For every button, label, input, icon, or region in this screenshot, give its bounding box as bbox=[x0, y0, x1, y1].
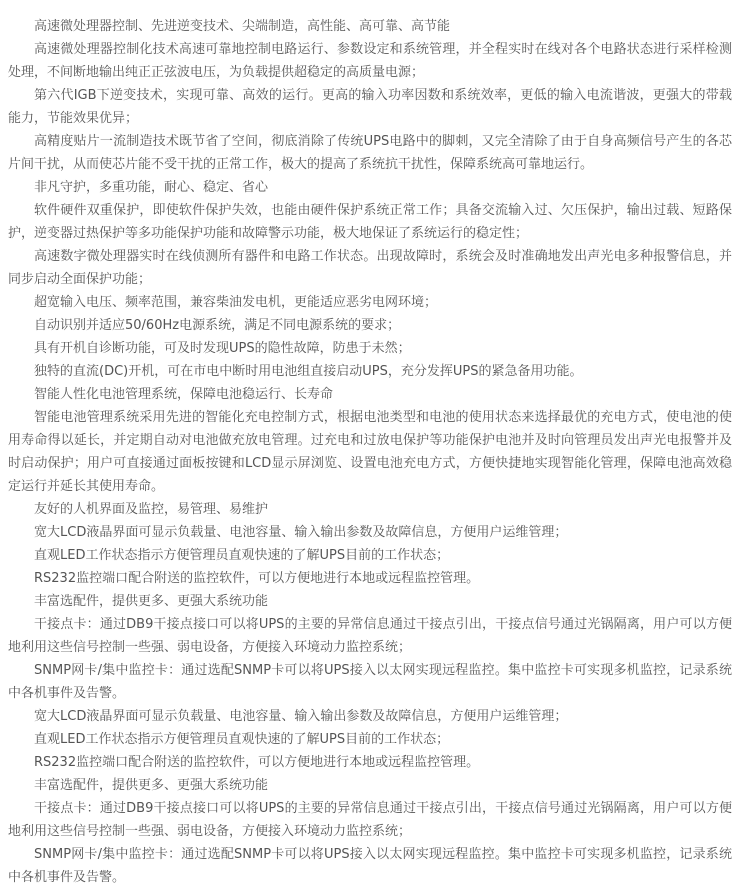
paragraph-led-indicator: 直观LED工作状态指示方便管理员直观快速的了解UPS目前的工作状态； bbox=[34, 548, 450, 563]
paragraph-dc-start: 独特的直流(DC)开机，可在市电中断时用电池组直接启动UPS，充分发挥UPS的紧急备用功能。 bbox=[34, 364, 583, 379]
paragraph-rs232-port-repeat: RS232监控端口配合附送的监控软件，可以方便地进行本地或远程监控管理。 bbox=[34, 755, 480, 770]
paragraph-wide-input: 超宽输入电压、频率范围，兼容柴油发电机，更能适应恶劣电网环境； bbox=[34, 295, 438, 310]
paragraph-frequency-detect: 自动识别并适应50/60Hz电源系统，满足不同电源系统的要求； bbox=[34, 318, 401, 333]
section-heading-protection: 非凡守护，多重功能，耐心、稳定、省心 bbox=[34, 180, 269, 195]
paragraph-dry-contact-card-repeat: 干接点卡：通过DB9干接点接口可以将UPS的主要的异常信息通过干接点引出，干接点信号通过光锅隔离，用户可以方便地利用这些信号控制一些强、弱电设备，方便接入环境动力监控系统； bbox=[8, 801, 732, 839]
section-heading-accessories-repeat: 丰富选配件，提供更多、更强大系统功能 bbox=[34, 778, 269, 793]
paragraph-battery-management: 智能电池管理系统采用先进的智能化充电控制方式，根据电池类型和电池的使用状态来选择最优的充电方式，使电池的使用寿命得以延长，并定期自动对电池做充放电管理。过充电和过放电保护等功能保护电池并及时向管理员发出声光电报警并及时启动保护；用户可直接通过面板按键和LCD显示屏浏览、设置电池充电方式，方便快捷地实现智能化管理，保障电池高效稳定运行并延长其使用寿命。 bbox=[8, 410, 732, 494]
paragraph-rs232-port: RS232监控端口配合附送的监控软件，可以方便地进行本地或远程监控管理。 bbox=[34, 571, 480, 586]
paragraph-led-indicator-repeat: 直观LED工作状态指示方便管理员直观快速的了解UPS目前的工作状态； bbox=[34, 732, 450, 747]
paragraph-self-diagnosis: 具有开机自诊断功能，可及时发现UPS的隐性故障，防患于未然； bbox=[34, 341, 411, 356]
section-heading-performance: 高速微处理器控制、先进逆变技术、尖端制造，高性能、高可靠、高节能 bbox=[34, 19, 451, 34]
paragraph-microprocessor-control: 高速微处理器控制化技术高速可靠地控制电路运行、参数设定和系统管理，并全程实时在线对各个电路状态进行采样检测处理，不间断地输出纯正正弦波电压，为负载提供超稳定的高质量电源； bbox=[8, 42, 732, 80]
paragraph-smt-manufacturing: 高精度贴片一流制造技术既节省了空间，彻底消除了传统UPS电路中的脚刺，又完全清除了由于自身高频信号产生的各芯片间干扰，从而使芯片能不受干扰的正常工作，极大的提高了系统抗干扰性，保障系统高可靠地运行。 bbox=[8, 134, 732, 172]
paragraph-fault-detection: 高速数字微处理器实时在线侦测所有器件和电路工作状态。出现故障时，系统会及时准确地发出声光电多种报警信息，并同步启动全面保护功能； bbox=[8, 249, 732, 287]
paragraph-snmp-card: SNMP网卡/集中监控卡：通过选配SNMP卡可以将UPS接入以太网实现远程监控。集中监控卡可实现多机监控，记录系统中各机事件及告警。 bbox=[8, 663, 732, 701]
paragraph-inverter-technology: 第六代IGB下逆变技术，实现可靠、高效的运行。更高的输入功率因数和系统效率，更低的输入电流谐波，更强大的带载能力，节能效果优异； bbox=[8, 88, 732, 126]
section-heading-battery: 智能人性化电池管理系统，保障电池稳运行、长寿命 bbox=[34, 387, 334, 402]
paragraph-dual-protection: 软件硬件双重保护，即使软件保护失效，也能由硬件保护系统正常工作；具备交流输入过、欠压保护，输出过载、短路保护，逆变器过热保护等多功能保护功能和故障警示功能，极大地保证了系统运行的稳定性； bbox=[8, 203, 732, 241]
paragraph-dry-contact-card: 干接点卡：通过DB9干接点接口可以将UPS的主要的异常信息通过干接点引出，干接点信号通过光锅隔离，用户可以方便地利用这些信号控制一些强、弱电设备，方便接入环境动力监控系统； bbox=[8, 617, 732, 655]
section-heading-accessories: 丰富选配件，提供更多、更强大系统功能 bbox=[34, 594, 269, 609]
paragraph-lcd-display-repeat: 宽大LCD液晶界面可显示负载量、电池容量、输入输出参数及故障信息，方便用户运维管理； bbox=[34, 709, 568, 724]
section-heading-interface: 友好的人机界面及监控，易管理、易维护 bbox=[34, 502, 269, 517]
paragraph-lcd-display: 宽大LCD液晶界面可显示负载量、电池容量、输入输出参数及故障信息，方便用户运维管理； bbox=[34, 525, 568, 540]
paragraph-snmp-card-repeat: SNMP网卡/集中监控卡：通过选配SNMP卡可以将UPS接入以太网实现远程监控。集中监控卡可实现多机监控，记录系统中各机事件及告警。 bbox=[8, 847, 732, 885]
